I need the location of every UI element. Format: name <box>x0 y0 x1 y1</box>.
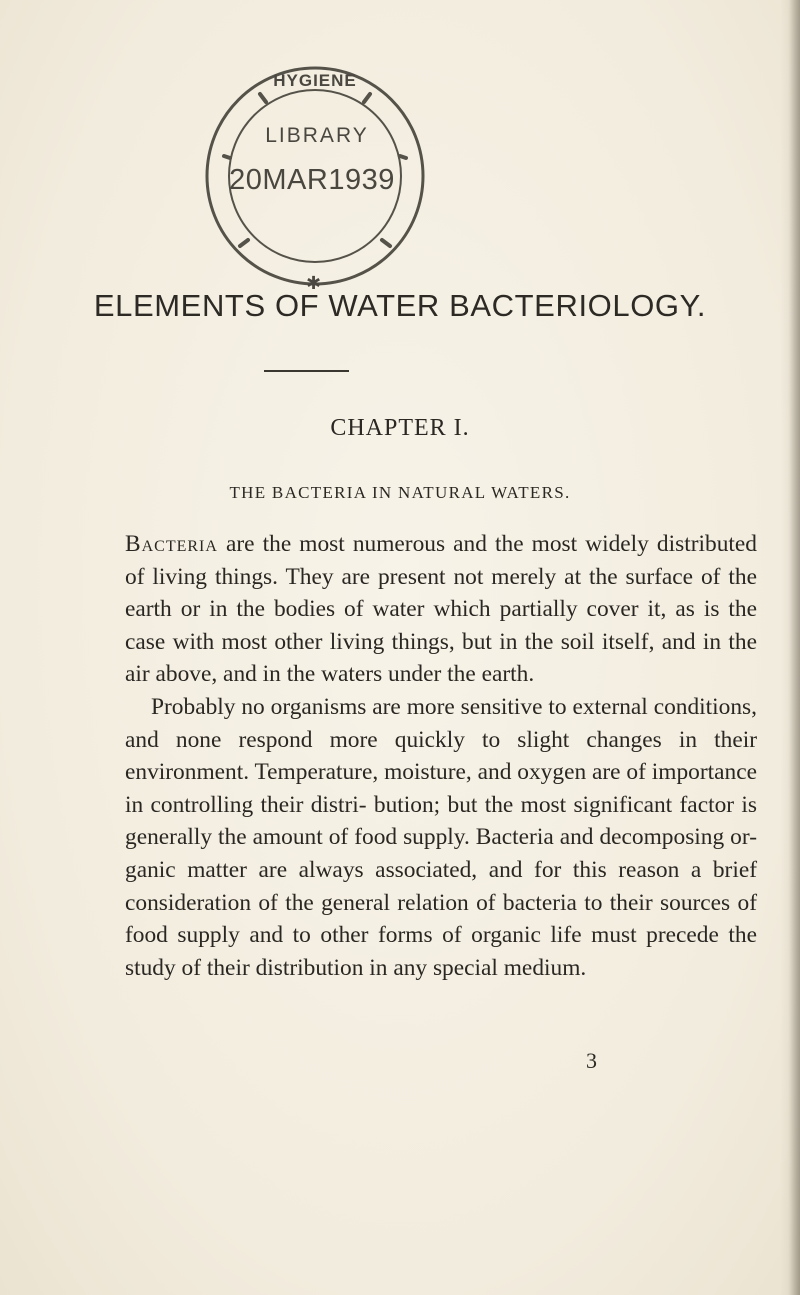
chapter-heading: CHAPTER I. <box>330 415 470 441</box>
library-stamp <box>200 56 430 296</box>
page-number: 3 <box>586 1048 597 1073</box>
book-title: ELEMENTS OF WATER BACTERIOLOGY. <box>93 288 707 323</box>
paragraph-1-text: are the most numerous and the most widely distributed of living things. They are present not merely at the surface of the earth or in the bodies of water which partially cover it, as is the case with most other living things, but in the soil itself, and in the air above, and in the waters under the earth. <box>125 531 757 688</box>
page-edge-shadow <box>788 0 800 1295</box>
library-stamp-graphic <box>200 56 430 296</box>
title-divider <box>264 370 349 372</box>
chapter-body <box>125 528 757 984</box>
paragraph-1-lead: Bacteria <box>125 531 218 557</box>
paragraph-1 <box>125 528 757 691</box>
stamp-date: 20MAR1939 <box>229 164 395 196</box>
chapter-subtitle: THE BACTERIA IN NATURAL WATERS. <box>229 483 571 502</box>
stamp-library-label: LIBRARY <box>265 124 369 147</box>
stamp-top-text: HYGIENE <box>273 71 357 90</box>
paragraph-2: Probably no organisms are more sensitive to external conditions, and none respond more quickly to slight changes in their environment. Temperature, moisture, and oxygen are of importance in controlling their distri- bution; but the most significant factor is generally the amount of food supply. Bacteria and decomposing or- ganic matter are always associated, and for this reason a brief consideration of the general relation of bacteria to their sources of food supply and to other forms of organic life must precede the study of their distribution in any special medium. <box>125 693 757 981</box>
svg-text:✱: ✱ <box>306 273 322 293</box>
